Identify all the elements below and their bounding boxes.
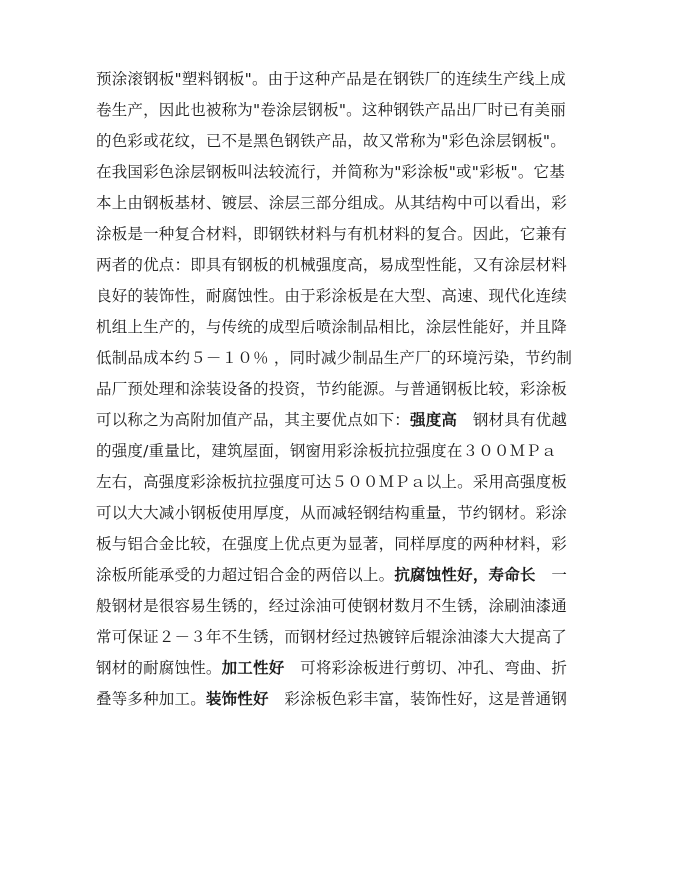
heading-decorative: 装饰性好 — [205, 690, 269, 708]
text-segment: 一 — [535, 566, 568, 584]
heading-workability: 加工性好 — [221, 659, 285, 677]
body-paragraph — [96, 64, 636, 715]
text-line: 般钢材是很容易生锈的，经过涂油可使钢材数月不生锈，涂刷油漆通 — [96, 597, 568, 615]
text-line-with-heading — [96, 653, 636, 684]
text-line-with-heading — [96, 684, 636, 715]
text-line: 低制品成本约５－１０％ ，同时减少制品生产厂的环境污染，节约制 — [96, 349, 573, 367]
text-segment: 涂板所能承受的力超过铝合金的两倍以上。 — [96, 566, 395, 584]
text-line: 本上由钢板基材、镀层、涂层三部分组成。从其结构中可以看出，彩 — [96, 194, 568, 212]
text-line: 涂板是一种复合材料，即钢铁材料与有机材料的复合。因此，它兼有 — [96, 225, 568, 243]
text-line-with-heading — [96, 405, 636, 436]
text-line: 左右，高强度彩涂板抗拉强度可达５００ＭＰａ以上。采用高强度板 — [96, 473, 568, 491]
text-line: 的色彩或花纹，已不是黑色钢铁产品，故又常称为"彩色涂层钢板"。 — [96, 132, 566, 150]
text-line: 常可保证２－３年不生锈，而钢材经过热镀锌后辊涂油漆大大提高了 — [96, 628, 568, 646]
text-line: 在我国彩色涂层钢板叫法较流行，并简称为"彩涂板"或"彩板"。它基 — [96, 163, 565, 181]
text-line: 两者的优点：即具有钢板的机械强度高，易成型性能，又有涂层材料 — [96, 256, 568, 274]
text-segment: 彩涂板色彩丰富，装饰性好，这是普通钢 — [268, 690, 568, 708]
text-line: 板与铝合金比较，在强度上优点更为显著，同样厚度的两种材料，彩 — [96, 535, 568, 553]
text-line: 可以大大减小钢板使用厚度，从而减轻钢结构重量，节约钢材。彩涂 — [96, 504, 568, 522]
text-line: 机组上生产的，与传统的成型后喷涂制品相比，涂层性能好，并且降 — [96, 318, 568, 336]
text-segment: 钢材的耐腐蚀性。 — [96, 659, 222, 677]
text-line: 的强度/重量比，建筑屋面，钢窗用彩涂板抗拉强度在３００ＭＰａ — [96, 442, 557, 460]
text-line: 卷生产，因此也被称为"卷涂层钢板"。这种钢铁产品出厂时已有美丽 — [96, 101, 566, 119]
text-segment: 可以称之为高附加值产品，其主要优点如下： — [96, 411, 411, 429]
text-line: 良好的装饰性，耐腐蚀性。由于彩涂板是在大型、高速、现代化连续 — [96, 287, 568, 305]
heading-strength: 强度高 — [410, 411, 458, 429]
text-line: 品厂预处理和涂装设备的投资，节约能源。与普通钢板比较，彩涂板 — [96, 380, 568, 398]
text-line: 预涂滚钢板"塑料钢板"。由于这种产品是在钢铁厂的连续生产线上成 — [96, 70, 566, 88]
text-segment: 叠等多种加工。 — [96, 690, 206, 708]
heading-corrosion-resistance: 抗腐蚀性好，寿命长 — [394, 566, 536, 584]
text-segment: 可将彩涂板进行剪切、冲孔、弯曲、折 — [284, 659, 568, 677]
text-line-with-heading — [96, 560, 636, 591]
text-segment: 钢材具有优越 — [457, 411, 568, 429]
